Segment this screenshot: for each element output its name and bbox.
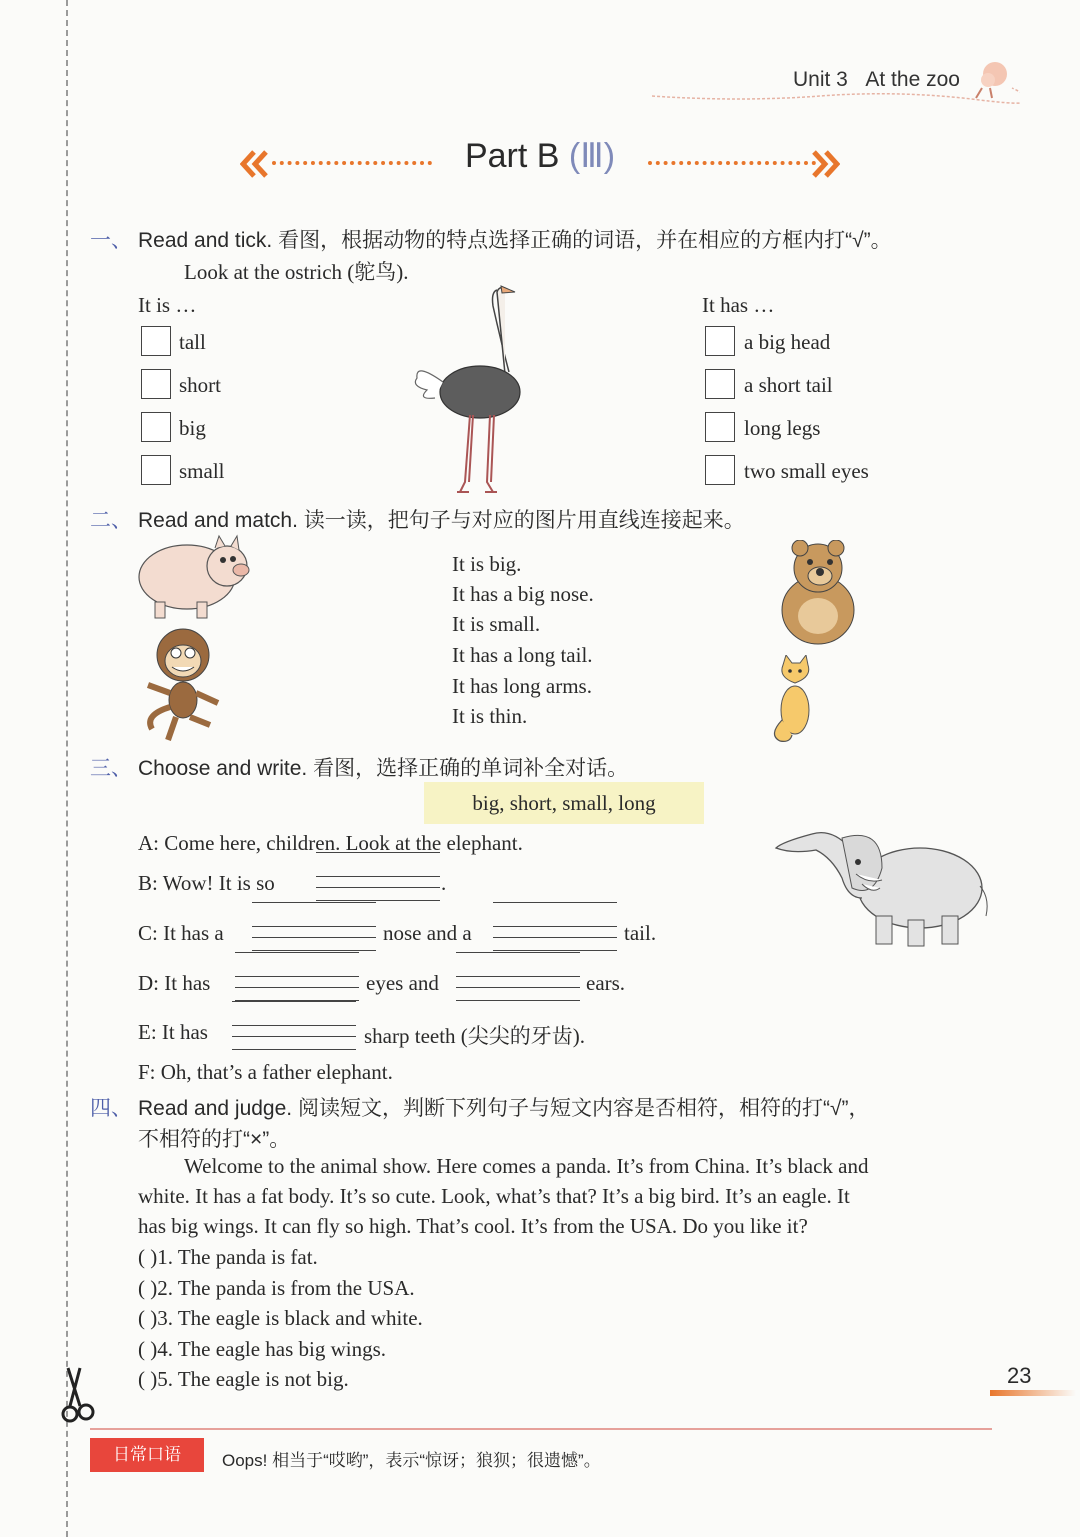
page-title [0, 136, 1080, 176]
right-chevron-icon [812, 150, 840, 178]
section1-instruction: Read and tick. 看图，根据动物的特点选择正确的词语，并在相应的方框内打“√”。 [138, 229, 892, 252]
it-is-heading: It is … [138, 293, 197, 317]
blank-c1[interactable] [252, 926, 376, 938]
blank-d2[interactable] [456, 976, 580, 988]
section3-heading [90, 752, 628, 782]
option-long-legs: long legs [744, 416, 821, 440]
blank-b[interactable] [316, 876, 440, 888]
checkbox-big-head[interactable] [705, 326, 735, 356]
option-big-head: a big head [744, 330, 831, 354]
title-roman: Ⅲ [580, 137, 604, 175]
section4-number: 四、 [90, 1097, 132, 1120]
dialogue-d-prefix: D: It has [138, 971, 211, 995]
dialogue-d-suffix: ears. [586, 971, 626, 995]
title-dots-right [648, 161, 816, 165]
elephant-illustration [772, 828, 994, 958]
dialogue-d-middle: eyes and [366, 971, 439, 995]
passage-line-2: white. It has a fat body. It’s so cute. Look, what’s that? It’s a big bird. It’s an eagle. It [138, 1184, 850, 1208]
dialogue-f: F: Oh, that’s a father elephant. [138, 1060, 393, 1084]
section4-heading [90, 1092, 869, 1122]
dialogue-a: A: Come here, children. Look at the elephant. [138, 831, 523, 855]
blank-d1[interactable] [235, 976, 359, 988]
judge-item-4[interactable]: ( )4. The eagle has big wings. [138, 1337, 387, 1361]
checkbox-long-legs[interactable] [705, 412, 735, 442]
match-sentence-2: It has a big nose. [452, 582, 594, 606]
cut-line [66, 0, 68, 1537]
it-has-heading: It has … [702, 293, 775, 317]
dialogue-b-suffix: . [441, 871, 447, 895]
judge-item-3[interactable]: ( )3. The eagle is black and white. [138, 1306, 423, 1330]
judge-item-2[interactable]: ( )2. The panda is from the USA. [138, 1276, 415, 1300]
title-paren-open: ( [568, 137, 581, 175]
checkbox-short[interactable] [141, 369, 171, 399]
judge-item-1[interactable]: ( )1. The panda is fat. [138, 1245, 318, 1269]
passage-line-1: Welcome to the animal show. Here comes a panda. It’s from China. It’s black and [184, 1154, 869, 1178]
section4-instruction-2: 不相符的打“×”。 [138, 1128, 291, 1151]
checkbox-short-tail[interactable] [705, 369, 735, 399]
page-number-underline [990, 1388, 1076, 1398]
blank-c2[interactable] [493, 926, 617, 938]
section4-instruction-1: Read and judge. 阅读短文，判断下列句子与短文内容是否相符，相符的打“√”， [138, 1097, 870, 1120]
unit-topic: At the zoo [865, 68, 960, 91]
monkey-illustration [138, 625, 233, 745]
ostrich-prompt: Look at the ostrich (鸵鸟). [184, 260, 409, 284]
match-sentence-1: It is big. [452, 552, 522, 576]
ostrich-illustration [405, 282, 535, 497]
title-part: Part B [464, 137, 560, 175]
option-short: short [179, 373, 221, 397]
option-big: big [179, 416, 206, 440]
section2-number: 二、 [90, 509, 132, 532]
title-paren-close: ) [603, 137, 616, 175]
section2-instruction: Read and match. 读一读，把句子与对应的图片用直线连接起来。 [138, 509, 745, 532]
footer-rule [90, 1428, 992, 1430]
cat-illustration [770, 655, 820, 745]
section2-heading [90, 504, 745, 534]
match-sentence-4: It has a long tail. [452, 643, 593, 667]
header-decoration [650, 58, 1020, 110]
checkbox-two-small-eyes[interactable] [705, 455, 735, 485]
checkbox-big[interactable] [141, 412, 171, 442]
dialogue-c-prefix: C: It has a [138, 921, 224, 945]
pig-illustration [135, 532, 255, 620]
unit-label: Unit 3 [793, 68, 848, 91]
dialogue-b-prefix: B: Wow! It is so [138, 871, 275, 895]
option-tall: tall [179, 330, 206, 354]
dialogue-e-suffix: sharp teeth (尖尖的牙齿). [364, 1024, 586, 1048]
word-bank: big, short, small, long [424, 782, 704, 824]
dialogue-c-middle: nose and a [383, 921, 472, 945]
daily-phrase-tip: Oops! 相当于“哎哟”，表示“惊讶；狼狈；很遗憾”。 [222, 1451, 601, 1470]
bear-illustration [772, 540, 864, 648]
section3-instruction: Choose and write. 看图，选择正确的单词补全对话。 [138, 757, 629, 780]
section3-number: 三、 [90, 757, 132, 780]
match-sentence-6: It is thin. [452, 704, 528, 728]
match-sentence-5: It has long arms. [452, 674, 592, 698]
dialogue-e-prefix: E: It has [138, 1020, 208, 1044]
judge-item-5[interactable]: ( )5. The eagle is not big. [138, 1367, 349, 1391]
match-sentence-3: It is small. [452, 612, 541, 636]
daily-phrase-tag: 日常口语 [90, 1438, 204, 1472]
checkbox-tall[interactable] [141, 326, 171, 356]
option-two-small-eyes: two small eyes [744, 459, 869, 483]
dialogue-c-suffix: tail. [624, 921, 657, 945]
option-small: small [179, 459, 225, 483]
section1-heading [90, 224, 892, 254]
passage-line-3: has big wings. It can fly so high. That’s cool. It’s from the USA. Do you like it? [138, 1214, 808, 1238]
section1-number: 一、 [90, 229, 132, 252]
option-short-tail: a short tail [744, 373, 833, 397]
scissors-icon [60, 1366, 104, 1426]
page-number: 23 [1007, 1363, 1032, 1388]
checkbox-small[interactable] [141, 455, 171, 485]
blank-e[interactable] [232, 1025, 356, 1037]
